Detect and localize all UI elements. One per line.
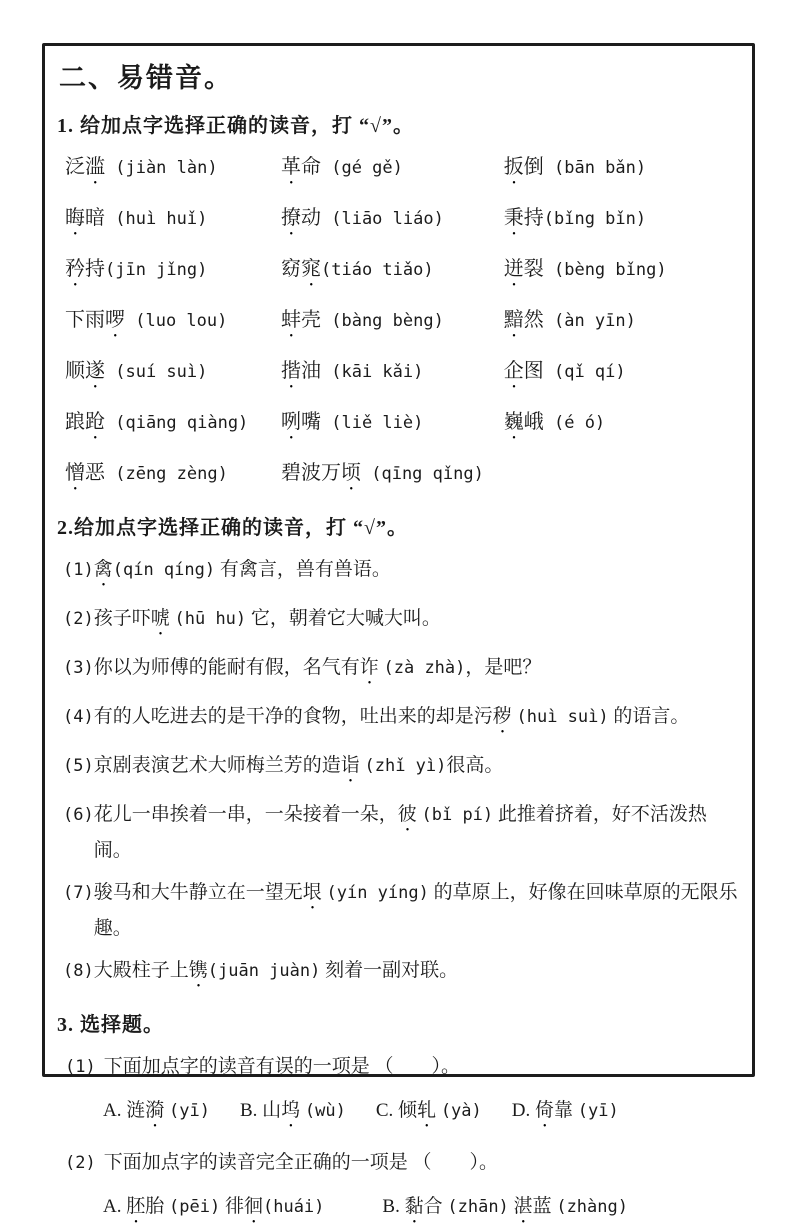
item-number: (5) — [63, 756, 94, 776]
word-item — [65, 255, 281, 291]
word-item — [65, 204, 281, 240]
pinyin-text: (jiàn làn) — [105, 158, 218, 178]
item-number: (1) — [63, 560, 94, 580]
option-b: B. 山坞 (wù) — [239, 1100, 346, 1121]
pinyin-text: (bàng bèng) — [321, 311, 444, 331]
sentence-text: 禽(qín qíng) 有禽言，兽有兽语。 — [93, 559, 391, 580]
sentence-text: 骏马和大牛静立在一望无垠 (yín yíng) 的草原上，好像在回味草原的无限乐趣。 — [93, 882, 738, 939]
sentence-text: 你以为师傅的能耐有假，名气有诈 (zà zhà)，是吧？ — [93, 657, 542, 678]
word-text: 踉跄 — [65, 411, 105, 433]
word-text: 晦暗 — [65, 207, 105, 229]
word-item — [281, 204, 504, 240]
word-item — [504, 255, 740, 291]
word-text: 碧波万顷 — [281, 462, 361, 484]
pinyin-text: (gé gě) — [321, 158, 403, 178]
pinyin-text: (suí suì) — [105, 362, 208, 382]
item-number: (8) — [63, 961, 94, 981]
pinyin-text: (kāi kǎi) — [321, 362, 424, 382]
section1-heading: 1. 给加点字选择正确的读音，打 “√”。 — [57, 115, 414, 137]
pinyin-text: (qiāng qiàng) — [105, 413, 249, 433]
word-item — [65, 408, 281, 444]
pinyin-text: (liě liè) — [321, 413, 424, 433]
word-item — [65, 459, 281, 495]
question-stem — [65, 1148, 740, 1178]
word-text: 迸裂 — [503, 258, 544, 280]
sentence-item — [63, 653, 740, 689]
word-item — [281, 306, 504, 342]
word-text: 蚌壳 — [281, 309, 321, 331]
word-item — [281, 255, 504, 291]
pinyin-text: (é ó) — [543, 413, 606, 433]
section2-heading: 2.给加点字选择正确的读音，打 “√”。 — [57, 517, 408, 539]
word-text: 撩动 — [281, 207, 321, 229]
pinyin-text: (tiáo tiǎo) — [321, 260, 434, 280]
sentence-text: 京剧表演艺术大师梅兰芳的造诣 (zhǐ yì)很高。 — [93, 755, 504, 776]
option-c: C. 倾轧 (yà) — [375, 1100, 482, 1121]
sentence-item — [63, 555, 740, 591]
item-number: (2) — [65, 1153, 96, 1173]
sentence-text: 有的人吃进去的是干净的食物，吐出来的却是污秽 (huì suì) 的语言。 — [93, 706, 690, 727]
word-item — [281, 357, 504, 393]
worksheet-frame — [42, 43, 755, 1217]
page-title: 二、易错音。 — [59, 63, 233, 93]
word-text: 矜持 — [65, 258, 105, 280]
word-item — [65, 153, 281, 189]
question-text: 下面加点字的读音有误的一项是 （ ）。 — [103, 1056, 460, 1077]
sentence-item — [63, 878, 740, 943]
option-b: B. 黏合 (zhān) 湛蓝 (zhàng) — [382, 1196, 628, 1217]
sentence-text: 大殿柱子上镌(juān juàn) 刻着一副对联。 — [93, 960, 459, 981]
pinyin-text: (qīng qǐng) — [361, 464, 484, 484]
word-item — [281, 459, 504, 495]
options-row — [103, 1096, 740, 1132]
word-text: 企图 — [503, 360, 544, 382]
word-grid — [65, 153, 740, 495]
word-item — [504, 306, 740, 342]
word-text: 黯然 — [503, 309, 544, 331]
pinyin-text: (bèng bǐng) — [543, 260, 667, 280]
sentence-item — [63, 751, 740, 787]
word-text: 窈窕 — [281, 258, 321, 280]
pinyin-text: (qǐ qí) — [543, 362, 626, 382]
item-number: (7) — [63, 883, 94, 903]
pinyin-text: (jīn jǐng) — [105, 260, 208, 280]
option-a: A. 胚胎 (pēi) 徘徊(huái) — [103, 1196, 325, 1217]
word-item — [504, 408, 740, 444]
word-text: 咧嘴 — [281, 411, 321, 433]
word-text: 巍峨 — [503, 411, 544, 433]
pinyin-text: (bān bǎn) — [543, 158, 647, 178]
item-number: (2) — [63, 609, 94, 629]
pinyin-text: (bǐng bǐn) — [543, 209, 647, 229]
word-item — [281, 408, 504, 444]
sentence-item — [63, 800, 740, 865]
item-number: (6) — [63, 805, 94, 825]
word-text: 顺遂 — [65, 360, 105, 382]
word-item — [504, 357, 740, 393]
word-text: 揩油 — [281, 360, 321, 382]
word-item — [504, 204, 740, 240]
pinyin-text: (àn yīn) — [543, 311, 636, 331]
option-d: D. 倚靠 (yī) — [511, 1100, 619, 1121]
pinyin-text: (luo lou) — [125, 311, 228, 331]
sentence-item — [63, 702, 740, 738]
word-text: 革命 — [281, 156, 321, 178]
pinyin-text: (liāo liáo) — [321, 209, 444, 229]
item-number: (3) — [63, 658, 94, 678]
word-item — [65, 306, 281, 342]
word-item — [281, 153, 504, 189]
word-text: 下雨啰 — [65, 309, 125, 331]
sentence-item — [63, 956, 740, 992]
word-text: 泛滥 — [65, 156, 105, 178]
sentence-text: 孩子吓唬 (hū hu) 它，朝着它大喊大叫。 — [93, 608, 441, 629]
section3-heading: 3. 选择题。 — [57, 1014, 164, 1036]
question-text: 下面加点字的读音完全正确的一项是 （ ）。 — [103, 1152, 498, 1173]
word-item — [504, 153, 740, 189]
item-number: (4) — [63, 707, 94, 727]
options-row — [103, 1192, 740, 1228]
word-item — [65, 357, 281, 393]
question-stem — [65, 1052, 740, 1082]
option-a: A. 涟漪 (yī) — [103, 1100, 210, 1121]
sentence-item — [63, 604, 740, 640]
pinyin-text: (huì huǐ) — [105, 209, 208, 229]
word-text: 扳倒 — [503, 156, 544, 178]
sentence-text: 花儿一串挨着一串，一朵接着一朵，彼 (bǐ pí) 此推着挤着，好不活泼热闹。 — [93, 804, 707, 861]
item-number: (1) — [65, 1057, 96, 1077]
word-text: 秉持 — [503, 207, 544, 229]
word-text: 憎恶 — [65, 462, 105, 484]
pinyin-text: (zēng zèng) — [105, 464, 228, 484]
